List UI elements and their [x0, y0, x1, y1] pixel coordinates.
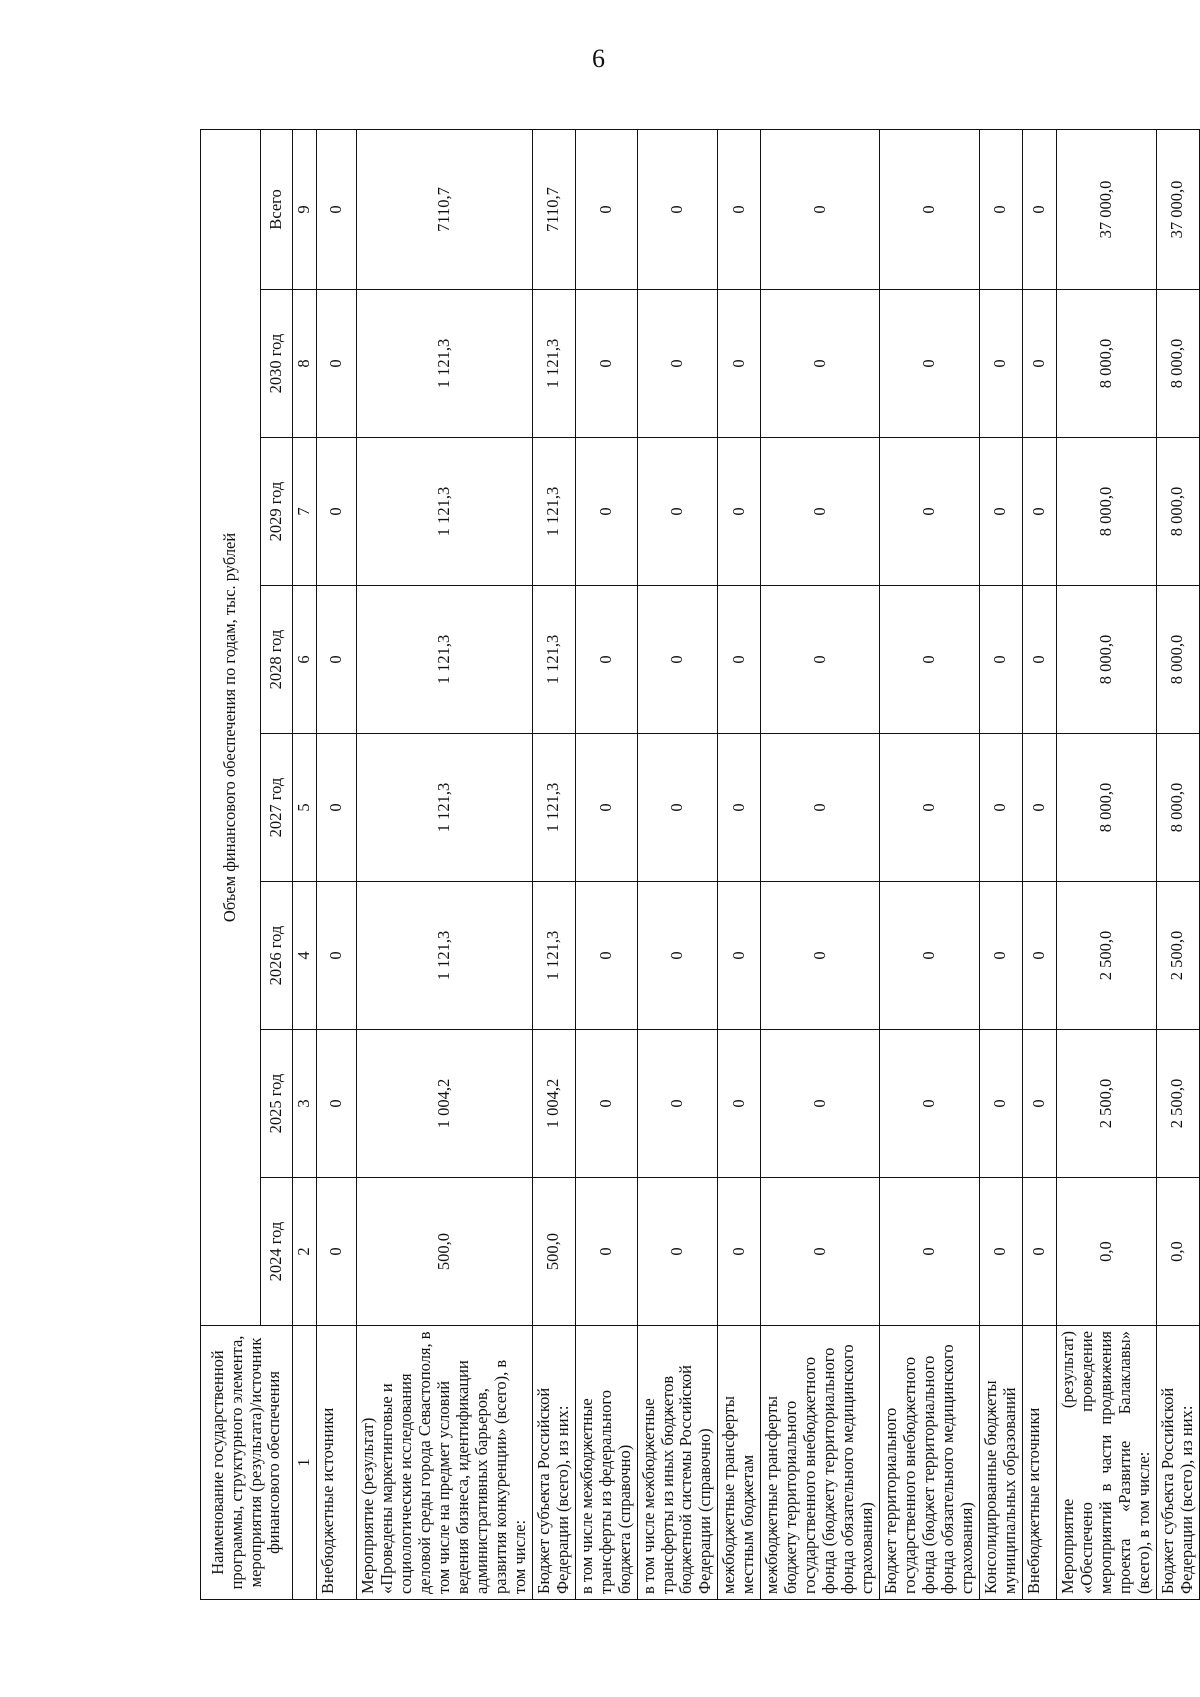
row-year-value: 0 [761, 1178, 880, 1326]
header-year: 2030 год [261, 290, 293, 438]
row-year-value: 0 [316, 290, 356, 438]
column-number: 2 [293, 1178, 317, 1326]
row-year-value: 0 [637, 586, 718, 734]
row-year-value: 0 [575, 438, 637, 586]
row-year-value: 1 121,3 [532, 882, 575, 1030]
row-year-value: 0 [880, 734, 980, 882]
row-year-value: 0 [316, 1030, 356, 1178]
row-total-value: 0 [980, 129, 1023, 289]
row-year-value: 0 [880, 290, 980, 438]
row-name: Бюджет территориального государственного внебюджетного фонда (бюджет территориального фонда обязательного медицинского страхования) [880, 1326, 980, 1600]
row-year-value: 1 121,3 [532, 438, 575, 586]
row-total-value: 37 000,0 [1156, 129, 1199, 289]
row-year-value: 0 [880, 438, 980, 586]
row-year-value: 0 [980, 882, 1023, 1030]
table-row [316, 129, 356, 1599]
row-year-value: 0,0 [1156, 1178, 1199, 1326]
row-year-value: 0 [575, 290, 637, 438]
row-year-value: 0 [761, 1030, 880, 1178]
row-year-value: 0 [718, 1178, 761, 1326]
row-year-value: 8 000,0 [1056, 734, 1156, 882]
row-year-value: 0 [637, 882, 718, 1030]
column-number: 1 [293, 1326, 317, 1600]
row-name: Мероприятие (результат) «Обеспечено проведение мероприятий в части продвижения проекта «Развитие Балаклавы» (всего), в том числе: [1056, 1326, 1156, 1600]
header-name-column: Наименование государственной программы, структурного элемента, мероприятия (результата)/источник финансового обеспечения [201, 1326, 293, 1600]
row-total-value: 7110,7 [532, 129, 575, 289]
row-year-value: 8 000,0 [1156, 586, 1199, 734]
header-year: 2025 год [261, 1030, 293, 1178]
row-year-value: 1 121,3 [356, 882, 532, 1030]
table-row [575, 129, 637, 1599]
row-year-value: 0 [718, 734, 761, 882]
row-year-value: 0 [1022, 882, 1056, 1030]
column-number: 3 [293, 1030, 317, 1178]
row-year-value: 0 [880, 1178, 980, 1326]
row-year-value: 0 [575, 1030, 637, 1178]
row-year-value: 0,0 [1056, 1178, 1156, 1326]
row-year-value: 0 [761, 734, 880, 882]
row-total-value: 0 [1022, 129, 1056, 289]
row-year-value: 0 [718, 438, 761, 586]
row-name: Внебюджетные источники [1022, 1326, 1056, 1600]
table-row [1156, 129, 1199, 1599]
column-number: 7 [293, 438, 317, 586]
row-year-value: 1 121,3 [532, 586, 575, 734]
row-year-value: 0 [718, 586, 761, 734]
row-year-value: 0 [761, 882, 880, 1030]
row-year-value: 8 000,0 [1156, 734, 1199, 882]
row-year-value: 0 [637, 438, 718, 586]
row-year-value: 0 [637, 290, 718, 438]
table-row [880, 129, 980, 1599]
table-row [761, 129, 880, 1599]
row-year-value: 0 [575, 1178, 637, 1326]
table-row [1056, 129, 1156, 1599]
page-number: 6 [592, 44, 605, 73]
row-year-value: 0 [575, 586, 637, 734]
row-year-value: 8 000,0 [1056, 438, 1156, 586]
row-year-value: 1 004,2 [356, 1030, 532, 1178]
row-name: Консолидированные бюджеты муниципальных образований [980, 1326, 1023, 1600]
table-row [718, 129, 761, 1599]
row-year-value: 2 500,0 [1056, 1030, 1156, 1178]
row-year-value: 8 000,0 [1056, 586, 1156, 734]
column-number: 9 [293, 129, 317, 289]
row-year-value: 0 [980, 290, 1023, 438]
row-total-value: 0 [718, 129, 761, 289]
row-year-value: 0 [1022, 734, 1056, 882]
row-year-value: 0 [1022, 1030, 1056, 1178]
row-year-value: 0 [718, 290, 761, 438]
row-year-value: 0 [880, 882, 980, 1030]
row-total-value: 0 [880, 129, 980, 289]
row-year-value: 0 [1022, 586, 1056, 734]
row-total-value: 0 [761, 129, 880, 289]
header-year: 2024 год [261, 1178, 293, 1326]
row-year-value: 1 121,3 [356, 438, 532, 586]
row-year-value: 500,0 [356, 1178, 532, 1326]
header-year: 2029 год [261, 438, 293, 586]
row-year-value: 8 000,0 [1156, 438, 1199, 586]
table-row [1022, 129, 1056, 1599]
row-year-value: 2 500,0 [1056, 882, 1156, 1030]
row-year-value: 0 [761, 290, 880, 438]
row-year-value: 0 [718, 1030, 761, 1178]
row-name: Бюджет субъекта Российской Федерации (всего), из них: [1156, 1326, 1199, 1600]
row-year-value: 1 121,3 [356, 734, 532, 882]
row-name: межбюджетные трансферты местным бюджетам [718, 1326, 761, 1600]
row-year-value: 8 000,0 [1156, 290, 1199, 438]
row-year-value: 0 [637, 734, 718, 882]
row-year-value: 0 [980, 734, 1023, 882]
row-year-value: 0 [575, 882, 637, 1030]
row-name: Бюджет субъекта Российской Федерации (всего), из них: [532, 1326, 575, 1600]
header-year: 2027 год [261, 734, 293, 882]
row-total-value: 0 [316, 129, 356, 289]
row-year-value: 0 [637, 1178, 718, 1326]
table-row [532, 129, 575, 1599]
table-row [637, 129, 718, 1599]
row-year-value: 2 500,0 [1156, 882, 1199, 1030]
row-year-value: 0 [316, 1178, 356, 1326]
financing-table [200, 129, 1200, 1600]
row-year-value: 1 004,2 [532, 1030, 575, 1178]
row-year-value: 0 [316, 438, 356, 586]
column-number: 5 [293, 734, 317, 882]
column-number: 4 [293, 882, 317, 1030]
row-name: межбюджетные трансферты бюджету территориального государственного внебюджетного фонда (бюджету территориального фонда обязательного медицинского страхования) [761, 1326, 880, 1600]
row-year-value: 8 000,0 [1056, 290, 1156, 438]
row-year-value: 1 121,3 [356, 290, 532, 438]
row-year-value: 500,0 [532, 1178, 575, 1326]
row-year-value: 0 [761, 586, 880, 734]
row-year-value: 1 121,3 [532, 734, 575, 882]
row-year-value: 0 [718, 882, 761, 1030]
row-year-value: 0 [1022, 1178, 1056, 1326]
header-year: 2028 год [261, 586, 293, 734]
row-name: в том числе межбюджетные трансферты из иных бюджетов бюджетной системы Российской Федерации (справочно) [637, 1326, 718, 1600]
row-total-value: 7110,7 [356, 129, 532, 289]
table-row [980, 129, 1023, 1599]
row-total-value: 0 [637, 129, 718, 289]
header-year: 2026 год [261, 882, 293, 1030]
column-number: 8 [293, 290, 317, 438]
row-total-value: 37 000,0 [1056, 129, 1156, 289]
column-number: 6 [293, 586, 317, 734]
row-year-value: 1 121,3 [356, 586, 532, 734]
row-year-value: 0 [316, 586, 356, 734]
row-name: Мероприятие (результат) «Проведены маркетинговые и социологические исследования деловой среды города Севастополя, в том числе на предмет условий ведения бизнеса, идентификации административных барьеров, развития конкуренции» (всего), в том числе: [356, 1326, 532, 1600]
row-year-value: 0 [980, 438, 1023, 586]
table-row [356, 129, 532, 1599]
rotated-table-container [200, 130, 1196, 1600]
row-year-value: 0 [980, 586, 1023, 734]
row-year-value: 0 [316, 734, 356, 882]
row-year-value: 0 [1022, 290, 1056, 438]
row-year-value: 0 [980, 1178, 1023, 1326]
row-year-value: 0 [637, 1030, 718, 1178]
row-year-value: 0 [880, 1030, 980, 1178]
header-total: Всего [261, 129, 293, 289]
row-name: в том числе межбюджетные трансферты из федерального бюджета (справочно) [575, 1326, 637, 1600]
row-year-value: 0 [575, 734, 637, 882]
row-year-value: 0 [761, 438, 880, 586]
row-total-value: 0 [575, 129, 637, 289]
row-year-value: 0 [1022, 438, 1056, 586]
row-name: Внебюджетные источники [316, 1326, 356, 1600]
row-year-value: 0 [880, 586, 980, 734]
row-year-value: 1 121,3 [532, 290, 575, 438]
row-year-value: 0 [980, 1030, 1023, 1178]
header-volume-group: Объем финансового обеспечения по годам, тыс. рублей [201, 129, 261, 1325]
row-year-value: 2 500,0 [1156, 1030, 1199, 1178]
row-year-value: 0 [316, 882, 356, 1030]
